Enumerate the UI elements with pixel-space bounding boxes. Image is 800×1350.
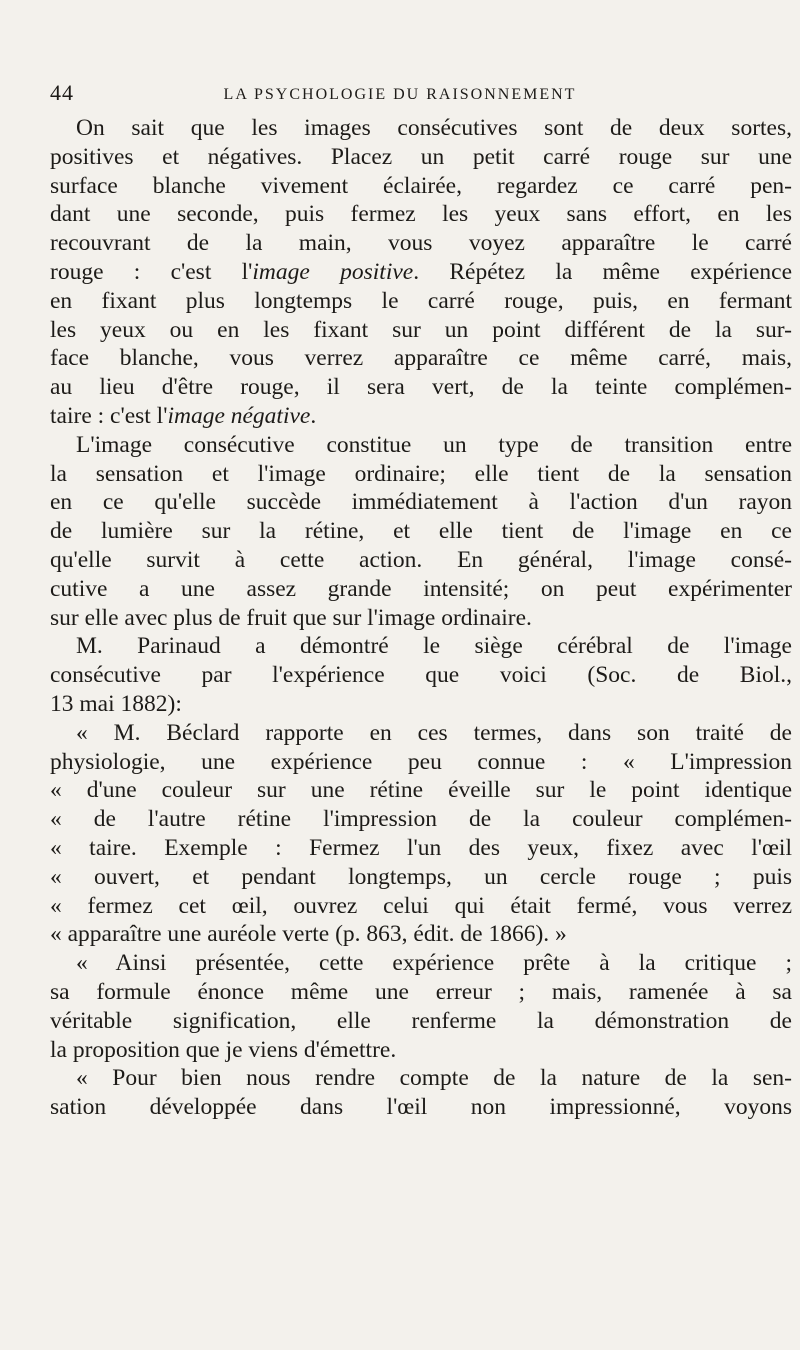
page-number: 44 — [50, 80, 74, 105]
text-line: M. Parinaud a démontré le siège cérébral de l'image — [76, 633, 792, 660]
text-line: les yeux ou en les fixant sur un point différent de la sur- — [50, 316, 792, 343]
text-line: face blanche, vous verrez apparaître ce même carré, mais, — [50, 345, 792, 372]
quote-line: « fermez cet œil, ouvrez celui qui était fermé, vous verrez — [50, 892, 792, 919]
quote-line: « Ainsi présentée, cette expérience prête à la critique ; — [76, 950, 792, 977]
text-line: de lumière sur la rétine, et elle tient de l'image en ce — [50, 518, 792, 545]
text-line: sur elle avec plus de fruit que sur l'image ordinaire. — [50, 604, 532, 631]
text-line: au lieu d'être rouge, il sera vert, de la teinte complémen- — [50, 374, 792, 401]
text-line: On sait que les images consécutives sont de deux sortes, — [76, 115, 792, 141]
text-line: dant une seconde, puis fermez les yeux sans effort, en les — [50, 201, 792, 228]
quote-line: « Pour bien nous rendre compte de la nature de la sen- — [76, 1065, 792, 1092]
quote-line: « taire. Exemple : Fermez l'un des yeux, fixez avec l'œil — [50, 834, 792, 861]
text-line: recouvrant de la main, vous voyez apparaître le carré — [50, 230, 792, 257]
text-line: en ce qu'elle succède immédiatement à l'action d'un rayon — [50, 489, 792, 516]
running-title: LA PSYCHOLOGIE DU RAISONNEMENT — [223, 86, 577, 103]
text-line: positives et négatives. Placez un petit carré rouge sur une — [50, 143, 792, 170]
quote-line: véritable signification, elle renferme la démonstration de — [50, 1007, 792, 1034]
quote-line: « de l'autre rétine l'impression de la couleur complémen- — [50, 806, 792, 833]
text-line: L'image consécutive constitue un type de transition entre — [76, 431, 792, 458]
text-line: qu'elle survit à cette action. En général, l'image consé- — [50, 546, 792, 573]
quote-line: sa formule énonce même une erreur ; mais, ramenée à sa — [50, 978, 792, 1005]
text-line: rouge : c'est l'image positive. Répétez la même expérience — [50, 258, 793, 285]
quote-line: « apparaître une auréole verte (p. 863, édit. de 1866). » — [50, 921, 567, 948]
italic-term: image négative — [167, 402, 311, 429]
quote-line: « d'une couleur sur une rétine éveille sur le point identique — [50, 777, 792, 804]
text-line: en fixant plus longtemps le carré rouge, puis, en fermant — [50, 287, 792, 314]
text-line: surface blanche vivement éclairée, regardez ce carré pen- — [50, 172, 792, 199]
quote-line: « M. Béclard rapporte en ces termes, dans son traité de — [76, 719, 792, 746]
italic-term: image positive — [252, 258, 414, 285]
quote-line: la proposition que je viens d'émettre. — [50, 1036, 397, 1063]
text-line: consécutive par l'expérience que voici (Soc. de Biol., — [50, 662, 792, 689]
text-line: cutive a une assez grande intensité; on peut expérimenter — [50, 575, 792, 602]
text-line: la sensation et l'image ordinaire; elle tient de la sensation — [50, 460, 792, 487]
quote-line: sation développée dans l'œil non impressionné, voyons — [50, 1094, 792, 1121]
text-line: 13 mai 1882): — [50, 690, 182, 717]
quote-line: « ouvert, et pendant longtemps, un cercle rouge ; puis — [50, 863, 792, 890]
body-text — [50, 114, 792, 1122]
quote-line: physiologie, une expérience peu connue : « L'impression — [50, 748, 792, 775]
text-line: taire : c'est l'image négative. — [50, 402, 317, 429]
